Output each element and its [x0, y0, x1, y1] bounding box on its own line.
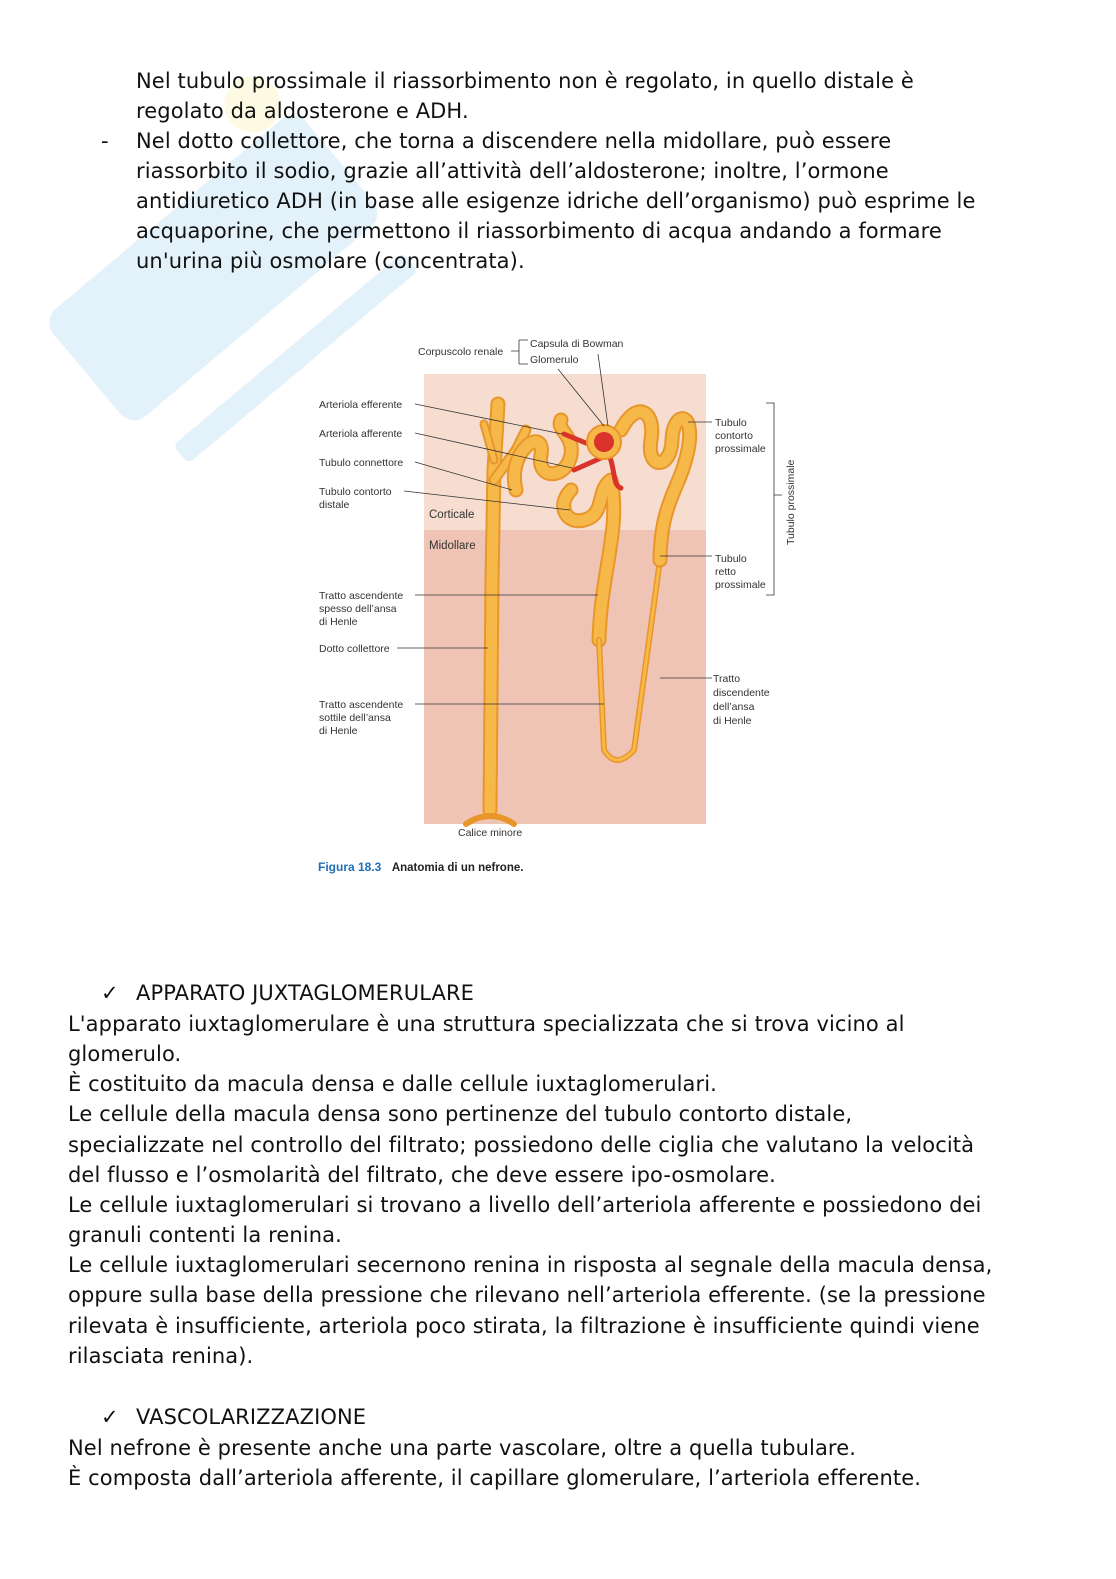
text-line: regolato da aldosterone e ADH. [136, 99, 469, 123]
label-discendente: dell’ansa [713, 701, 755, 713]
text-line: Le cellule della macula densa sono pertinenze del tubulo contorto distale, [68, 1102, 853, 1126]
label-capsula: Capsula di Bowman [530, 338, 624, 350]
text-line: specializzate nel controllo del filtrato; possiedono delle ciglia che valutano la velocità [68, 1133, 975, 1157]
label-asc-sottile: di Henle [319, 725, 358, 737]
text-line: glomerulo. [68, 1042, 182, 1066]
label-prox-contorto: prossimale [715, 443, 766, 455]
label-dotto: Dotto collettore [319, 643, 390, 655]
text-line: del flusso e l’osmolarità del filtrato, che deve essere ipo-osmolare. [68, 1163, 776, 1187]
label-asc-spesso: Tratto ascendente [319, 590, 404, 602]
text-line: riassorbito il sodio, grazie all’attività dell’aldosterone; inoltre, l’ormone [136, 159, 889, 183]
text-line: un'urina più osmolare (concentrata). [136, 249, 525, 273]
figure-caption [318, 858, 523, 875]
label-art-efferente: Arteriola efferente [319, 399, 403, 411]
caption-text: Anatomia di un nefrone. [391, 862, 524, 874]
text-line: antidiuretico ADH (in base alle esigenze idriche dell’organismo) può esprime le [136, 189, 976, 213]
text-line: È composta dall’arteriola afferente, il capillare glomerulare, l’arteriola efferente. [68, 1466, 921, 1490]
text-line: oppure sulla base della pressione che rilevano nell’arteriola efferente. (se la pressione [68, 1283, 986, 1307]
label-discendente: Tratto [713, 673, 741, 685]
label-asc-sottile: sottile dell’ansa [319, 712, 391, 724]
label-calice: Calice minore [458, 827, 523, 839]
label-tub-distale: Tubulo contorto [319, 486, 392, 498]
text-line: rilasciata renina). [68, 1344, 254, 1368]
text-line: Nel tubulo prossimale il riassorbimento non è regolato, in quello distale è [136, 69, 914, 93]
text-line: acquaporine, che permettono il riassorbimento di acqua andando a formare [136, 219, 942, 243]
label-prox-retto: prossimale [715, 579, 766, 591]
label-asc-spesso: di Henle [319, 616, 358, 628]
text-line: rilevata è insufficiente, arteriola poco stirata, la filtrazione è insufficiente quindi viene [68, 1314, 980, 1338]
label-discendente: discendente [713, 687, 770, 699]
text-line: L'apparato iuxtaglomerulare è una struttura specializzata che si trova vicino al [68, 1012, 905, 1036]
label-art-afferente: Arteriola afferente [319, 428, 403, 440]
medulla-region [424, 530, 706, 824]
label-tub-distale: distale [319, 499, 350, 511]
check-icon: ✓ [101, 1405, 119, 1429]
label-asc-sottile: Tratto ascendente [319, 699, 404, 711]
label-prox-contorto: contorto [715, 430, 753, 442]
label-prox-retto: Tubulo [715, 553, 747, 565]
section-heading: VASCOLARIZZAZIONE [136, 1405, 367, 1429]
bullet-marker: - [101, 129, 109, 153]
section-heading: APPARATO JUXTAGLOMERULARE [136, 981, 475, 1005]
label-tub-connettore: Tubulo connettore [319, 457, 404, 469]
check-icon: ✓ [101, 981, 119, 1005]
text-line: granuli contenti la renina. [68, 1223, 342, 1247]
text-line: Nel dotto collettore, che torna a discendere nella midollare, può essere [136, 129, 892, 153]
label-glomerulo: Glomerulo [530, 354, 579, 366]
label-asc-spesso: spesso dell’ansa [319, 603, 397, 615]
nephron-figure [316, 330, 816, 890]
label-corpuscolo: Corpuscolo renale [418, 346, 504, 358]
label-prox-retto: retto [715, 566, 737, 578]
renal-corpuscle [587, 425, 621, 459]
caption-number: Figura 18.3 [318, 860, 382, 874]
text-line: Le cellule iuxtaglomerulari si trovano a livello dell’arteriola afferente e possiedono dei [68, 1193, 982, 1217]
text-line: È costituito da macula densa e dalle cellule iuxtaglomerulari. [68, 1072, 717, 1096]
label-tubulo-prossimale: Tubulo prossimale [785, 459, 797, 545]
label-corticale: Corticale [429, 509, 475, 521]
label-prox-contorto: Tubulo [715, 417, 747, 429]
label-midollare: Midollare [429, 540, 476, 552]
label-discendente: di Henle [713, 715, 752, 727]
text-line: Le cellule iuxtaglomerulari secernono renina in risposta al segnale della macula densa, [68, 1253, 993, 1277]
text-line: Nel nefrone è presente anche una parte vascolare, oltre a quella tubulare. [68, 1436, 856, 1460]
